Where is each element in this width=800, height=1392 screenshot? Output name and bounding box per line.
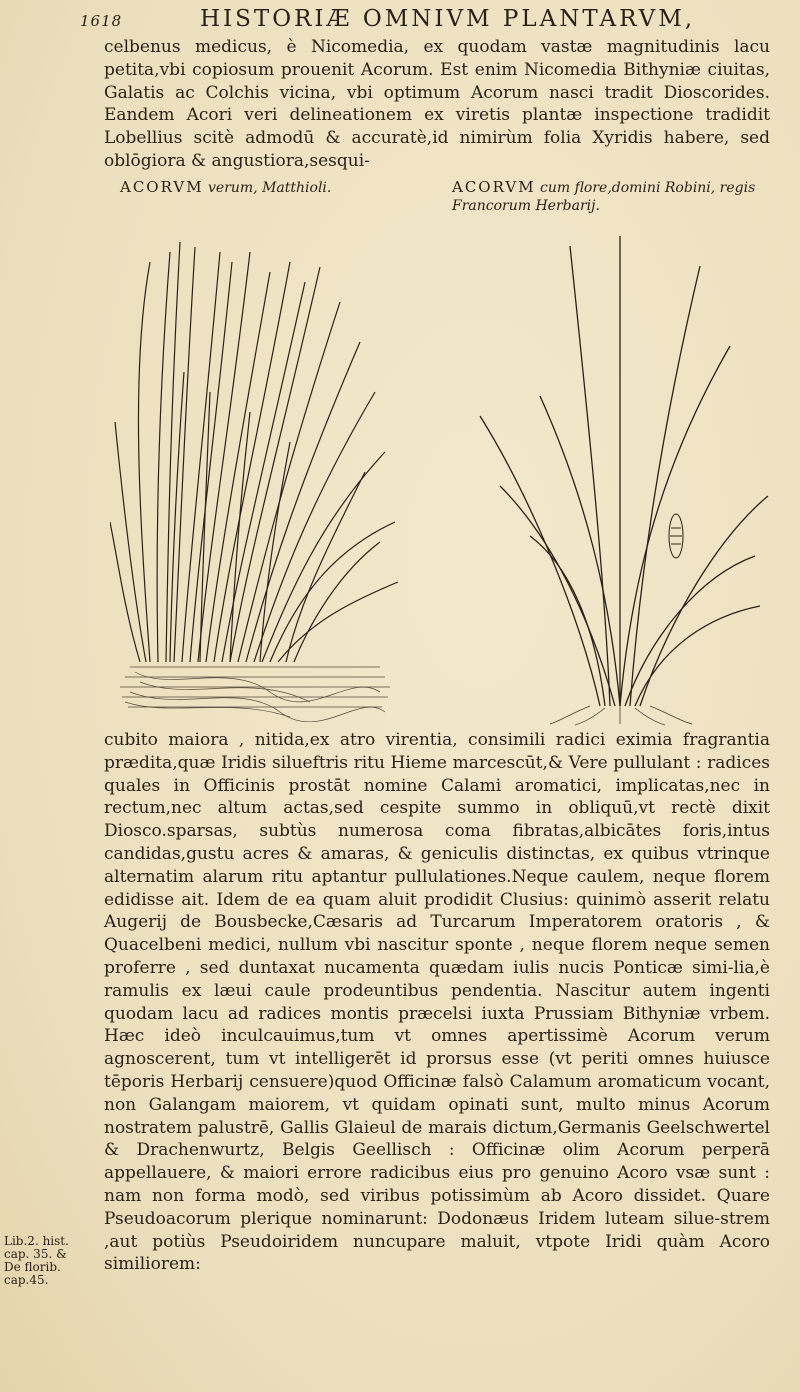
margin-reference	[4, 1235, 72, 1287]
margin-ref-line: cap.45.	[4, 1273, 49, 1287]
caption-right-rest: cum flore,domini Robini, regis Francorum Herbarij.	[452, 180, 756, 214]
page-number: 1618	[80, 12, 123, 30]
acorum-verum-illustration	[110, 222, 400, 722]
caption-right-lead: ACORVM	[452, 178, 536, 196]
page-header	[80, 6, 770, 36]
margin-ref-line: De florib.	[4, 1260, 61, 1274]
margin-ref-line: cap. 35. &	[4, 1247, 67, 1261]
body-text-top: celbenus medicus, è Nicomedia, ex quodam vastæ magnitudinis lacu petita,vbi copiosum prouenit Acorum. Est enim Nicomedia Bithyniæ ciuitas, Galatis ac Colchis vicina, vbi optimum Acorum nasci tradit Dioscorides. Eandem Acori veri delineationem ex viretis plantæ inspectione tradidit Lobellius scitè admodū & accuratè,id nimirùm folia Xyridis habere, sed oblōgiora & angustiora,sesqui-	[104, 37, 770, 171]
margin-ref-line: Lib.2. hist.	[4, 1234, 69, 1248]
figure-caption-right	[452, 178, 782, 215]
figure-caption-left	[120, 178, 380, 197]
running-head: HISTORIÆ OMNIVM PLANTARVM,	[200, 6, 696, 32]
body-text-bottom: cubito maiora , nitida,ex atro virentia, consimili radici eximia fragrantia prædita,quæ Iridis silueftris ritu Hieme marcescūt,& Vere pullulant : radices quales in Officinis prostāt nomine Calami aromatici, implicatas,nec in rectum,nec altum actas,sed cespite summo in obliquū,vt rectè dixit Diosco.sparsas, subtùs numerosa coma fibratas,albicātes foris,intus candidas,gustu acres & amaras, & geniculis distinctas, ex quibus vtrinque alternatim alarum ritu aptantur pullulationes.Neque caulem, neque florem edidisse ait. Idem de ea quam aluit prodidit Clusius: quinimò asserit relatu Augerij de Bousbecke,Cæsaris ad Turcarum Imperatorem oratoris , & Quacelbeni medici, nullum vbi nascitur sponte , neque florem neque semen proferre , sed duntaxat nucamenta quædam iulis nucis Ponticæ simi-lia,è ramulis ex læui caule prodeuntibus pendentia. Nascitur autem ingenti quodam lacu ad radices montis præcelsi iuxta Prussiam Bithyniæ vrbem. Hæc ideò inculcauimus,tum vt omnes apertissimè Acorum verum agnoscerent, tum vt intelligerēt id prorsus esse (vt periti omnes huiusce tēporis Herbarij censuere)quod Officinæ falsò Calamum aromaticum vocant, non Galangam maiorem, vt quidam opinati sunt, multo minus Acorum nostratem palustrē, Gallis Glaieul de marais dictum,Germanis Geelschwertel & Drachenwurtz, Belgis Geellisch : Officinæ olim Acorum perperā appellauere, & maiori errore radicibus eius pro genuino Acoro vsæ sunt : nam non forma modò, sed viribus potissimùm ab Acoro dissidet. Quare Pseudoacorum plerique nominarunt: Dodonæus Iridem luteam silue-strem ,aut potiùs Pseudoiridem nuncupare maluit, vtpote Iridi quàm Acoro similiorem:	[104, 730, 770, 1275]
caption-left-lead: ACORVM	[120, 178, 204, 196]
acorum-cum-flore-illustration	[470, 236, 770, 726]
caption-left-rest: verum, Matthioli.	[208, 180, 332, 196]
